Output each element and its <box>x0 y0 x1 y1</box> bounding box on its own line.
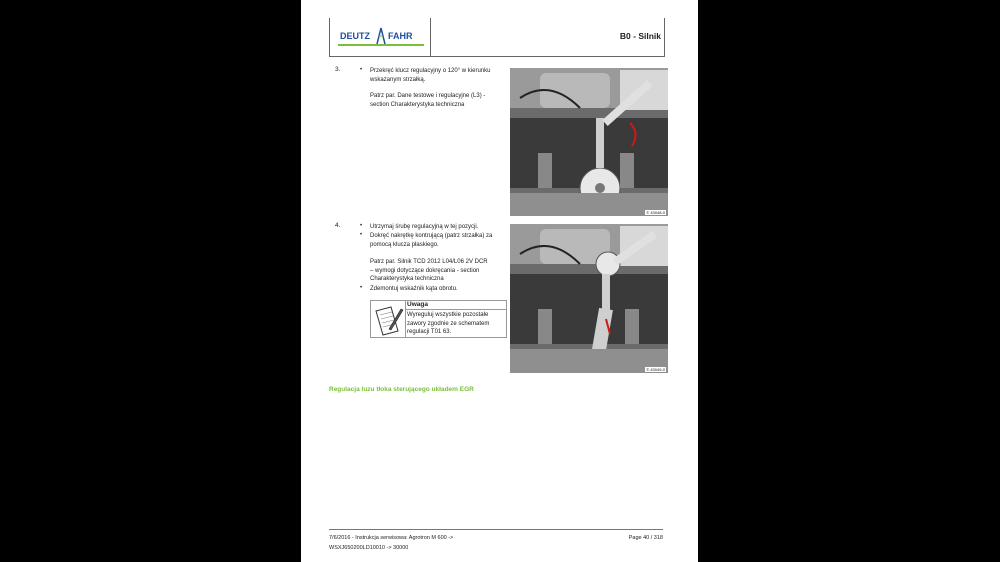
text-line: wskazanym strzałką. <box>370 76 426 83</box>
logo-text-right: FAHR <box>388 31 413 41</box>
section-subheading[interactable]: Regulacja luzu tłoka sterującego układem EGR <box>329 386 474 393</box>
page-header <box>329 18 665 57</box>
text-line: regulacji T01 63. <box>407 329 452 336</box>
bullet-icon: • <box>360 285 363 291</box>
footer-serial-range: WSXJ650200LD10010 -> 30000 <box>329 545 409 551</box>
engine-photo-step-3 <box>510 68 668 216</box>
step-4-bullet-3: Zdemontuj wskaźnik kąta obrotu. <box>370 286 458 292</box>
document-page <box>301 0 698 562</box>
header-divider <box>430 18 431 56</box>
step-4-bullet-1: Utrzymaj śrubę regulacyjną w tej pozycji. <box>370 224 479 230</box>
text-line: zawory zgodnie ze schematem <box>407 320 490 327</box>
step-4-reference <box>370 258 505 284</box>
text-line: Charakterystyka techniczna <box>370 276 444 283</box>
text-line: Przekręć klucz regulacyjny o 120° w kierunku <box>370 68 491 74</box>
footer-page-number: Page 40 / 318 <box>628 535 663 541</box>
text-line: Dokręć nakrętkę kontrującą (patrz strzałka) za <box>370 233 493 239</box>
note-body <box>407 311 505 337</box>
text-line: Patrz par. Dane testowe i regulacyjne (L3) - <box>370 93 486 99</box>
text-line: Patrz par. Silnik TCD 2012 L04/L06 2V DCR <box>370 259 488 265</box>
logo-text-left: DEUTZ <box>340 31 370 41</box>
figure-id: © 43049-0 <box>646 367 665 372</box>
figure-id-number: 43048-0 <box>650 210 665 215</box>
engine-photo-step-4 <box>510 224 668 373</box>
step-3-reference <box>370 92 505 109</box>
note-title: Uwaga <box>406 301 507 310</box>
step-3-instruction <box>370 67 505 84</box>
footer-manual-info: 7/6/2016 - Instrukcja serwisowa: Agrotron M 600 -> <box>329 535 454 541</box>
bullet-icon: • <box>360 223 363 229</box>
step-number: 3. <box>335 66 341 73</box>
figure-id-number: 43049-0 <box>650 367 665 372</box>
figure-id: © 43048-0 <box>646 210 665 215</box>
text-line: – wymogi dotyczące dokręcania - section <box>370 267 480 274</box>
notepad-pencil-icon <box>371 301 406 337</box>
footer-rule <box>329 529 663 530</box>
note-box <box>370 300 507 338</box>
text-line: section Charakterystyka techniczna <box>370 101 465 108</box>
step-number: 4. <box>335 222 341 229</box>
step-4-bullet-2 <box>370 232 505 249</box>
deutz-fahr-logo <box>338 26 424 48</box>
bullet-icon: • <box>360 232 363 238</box>
text-line: Wyreguluj wszystkie pozostałe <box>407 312 489 318</box>
section-title: B0 - Silnik <box>619 31 661 41</box>
text-line: pomocą klucza płaskiego. <box>370 241 439 248</box>
bullet-icon: • <box>360 67 363 73</box>
